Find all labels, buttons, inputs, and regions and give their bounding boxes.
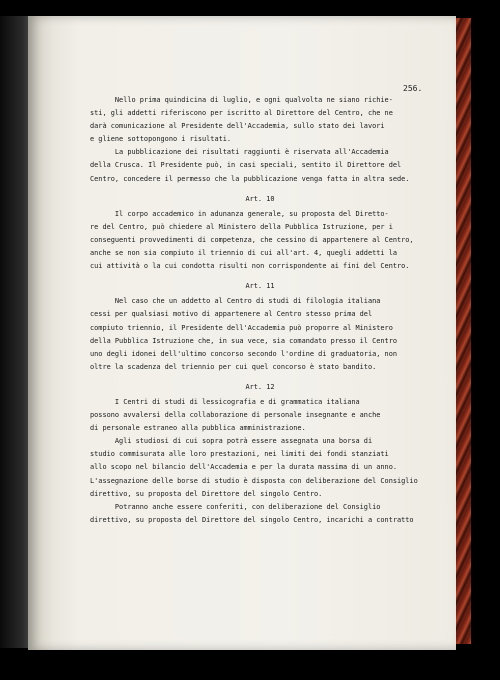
article-heading: Art. 10	[245, 194, 275, 203]
section-gap	[90, 273, 410, 280]
text-line: della Pubblica Istruzione che, in sua vece, sia comandato presso il Centro	[90, 336, 397, 345]
section-gap	[90, 186, 410, 193]
text-line: cui attività o la cui condotta risulti non corrispondente ai fini del Centro.	[90, 262, 410, 271]
text-line: possono avvalersi della collaborazione di personale insegnante e anche	[90, 411, 381, 420]
text-line: oltre la scadenza del triennio per cui quel concorso è stato bandito.	[90, 362, 377, 371]
page-body-text	[90, 94, 418, 527]
text-line: darà comunicazione al Presidente dell'Accademia, sullo stato dei lavori	[90, 122, 385, 131]
text-line: e gliene sottopongono i risultati.	[90, 135, 232, 144]
text-line: uno degli idonei dell'ultimo concorso secondo l'ordine di graduatoria, non	[90, 349, 397, 358]
text-line: Il corpo accademico in adunanza generale, su proposta del Diretto-	[90, 209, 389, 218]
text-line: direttivo, su proposta del Direttore del singolo Centro, incarichi a contratto	[90, 515, 414, 524]
text-line: direttivo, su proposta del Direttore del singolo Centro.	[90, 489, 323, 498]
section-gap	[90, 374, 410, 381]
text-line: sti, gli addetti riferiscono per iscritto al Direttore del Centro, che ne	[90, 109, 393, 118]
text-line: I Centri di studi di lessicografia e di grammatica italiana	[90, 397, 360, 406]
text-line: anche se non sia compiuto il triennio di cui all'art. 4, quegli addetti la	[90, 249, 397, 258]
page-number: 256.	[403, 84, 423, 93]
text-line: L'assegnazione delle borse di studio è disposta con deliberazione del Consiglio	[90, 476, 418, 485]
text-line: re del Centro, può chiedere al Ministero della Pubblica Istruzione, per i	[90, 222, 393, 231]
text-line: Potranno anche essere conferiti, con deliberazione del Consiglio	[90, 502, 381, 511]
text-line: compiuto triennio, il Presidente dell'Accademia può proporre al Ministero	[90, 323, 393, 332]
text-line: La pubblicazione dei risultati raggiunti è riservata all'Accademia	[90, 148, 389, 157]
bottom-black-margin	[0, 656, 500, 680]
text-line: allo scopo nel bilancio dell'Accademia e per la durata massima di un anno.	[90, 463, 397, 472]
text-line: della Crusca. Il Presidente può, in casi speciali, sentito il Direttore del	[90, 161, 402, 170]
article-heading: Art. 12	[245, 382, 275, 391]
text-line: Nello prima quindicina di luglio, e ogni qualvolta ne siano richie-	[90, 96, 393, 104]
text-line: cessi per qualsiasi motivo di appartenere al Centro stesso prima del	[90, 310, 373, 319]
text-line: Centro, concedere il permesso che la pubblicazione venga fatta in altra sede.	[90, 174, 410, 183]
text-line: studio commisurata alle loro prestazioni, nei limiti dei fondi stanziati	[90, 450, 389, 459]
text-line: di personale estraneo alla pubblica amministrazione.	[90, 424, 306, 433]
text-line: Nel caso che un addetto al Centro di studi di filologia italiana	[90, 297, 381, 306]
text-line: conseguenti provvedimenti di competenza, che cessino di appartenere al Centro,	[90, 235, 414, 244]
article-heading: Art. 11	[245, 282, 275, 291]
text-line: Agli studiosi di cui sopra potrà essere assegnata una borsa di	[90, 437, 373, 446]
